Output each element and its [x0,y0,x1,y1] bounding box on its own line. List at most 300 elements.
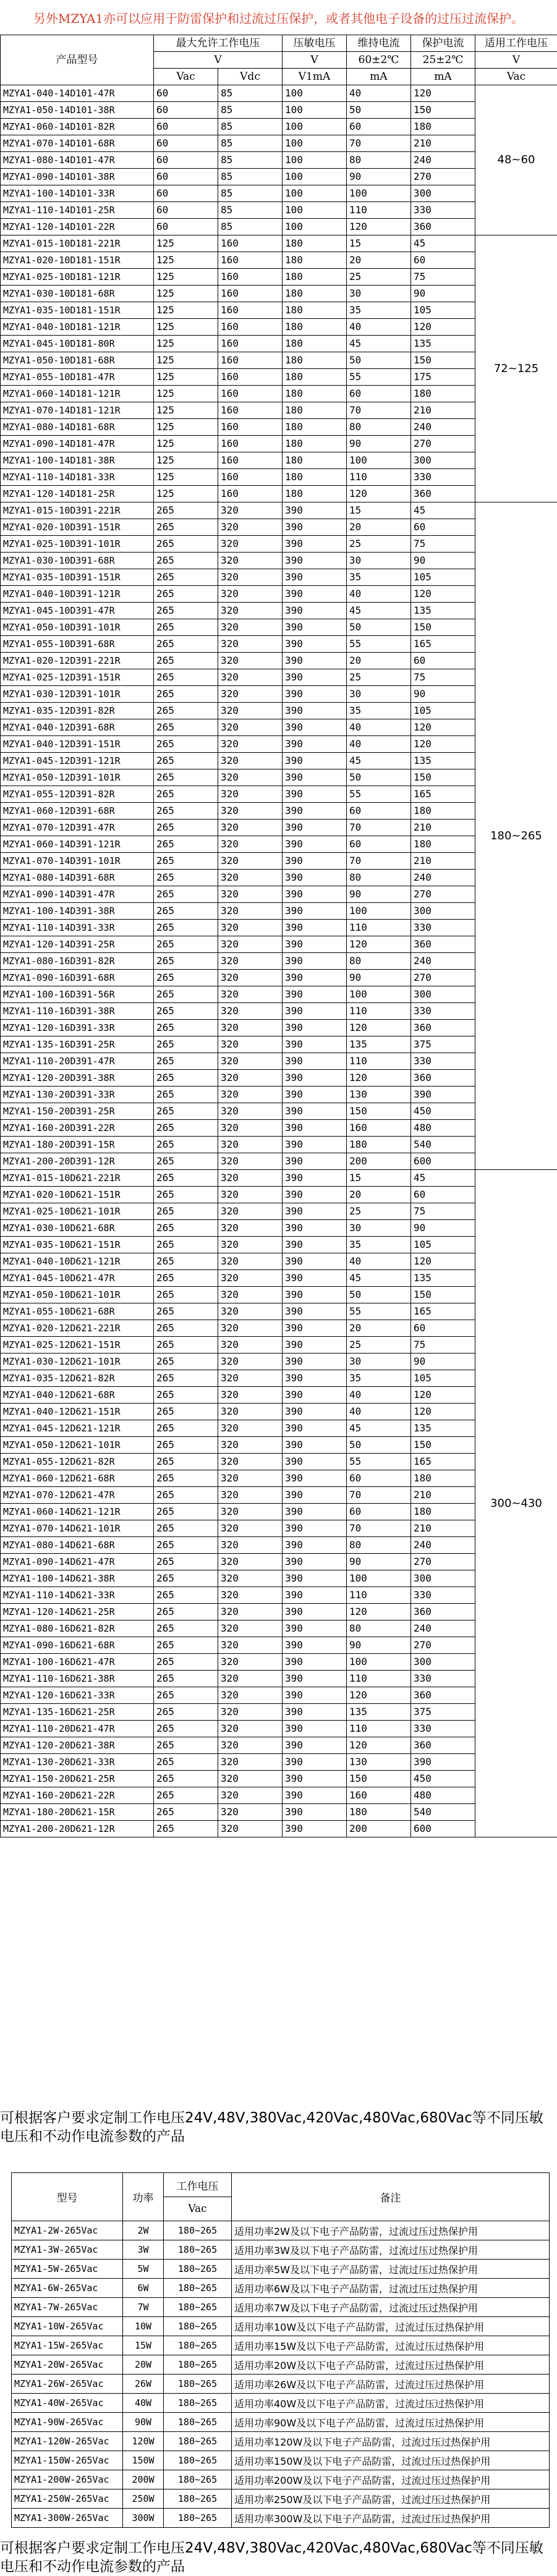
max-vdc-cell: 320 [218,1187,283,1203]
model-cell: MZYA1-130-20D621-33R [1,1754,154,1771]
varistor-cell: 390 [283,1003,347,1020]
table-row [1,1170,557,1187]
hold-current-cell: 100 [347,1654,411,1671]
trip-current-cell: 180 [411,119,475,135]
trip-current-cell: 300 [411,1570,475,1587]
model-cell: MZYA1-120-14D391-25R [1,936,154,953]
varistor-cell: 390 [283,1537,347,1554]
max-vdc-cell: 320 [218,1404,283,1420]
trip-current-cell: 150 [411,1437,475,1454]
varistor-cell: 390 [283,1137,347,1153]
max-vdc-cell: 320 [218,870,283,886]
hold-current-cell: 35 [347,1370,411,1387]
varistor-cell: 390 [283,1721,347,1737]
model-cell: MZYA1-100-14D621-38R [1,1570,154,1587]
trip-current-cell: 45 [411,235,475,252]
max-vdc-cell: 320 [218,553,283,569]
trip-current-cell: 360 [411,1070,475,1087]
max-vdc-cell: 320 [218,1654,283,1671]
max-vac-cell: 265 [154,1370,218,1387]
hold-current-cell: 45 [347,603,411,619]
hold-current-cell: 50 [347,769,411,786]
power-table-row [12,2375,550,2394]
power-model-cell: MZYA1-150W-265Vac [12,2451,123,2470]
voltage-cell: 180~265 [164,2279,232,2298]
trip-current-cell: 105 [411,1237,475,1253]
max-vac-cell: 265 [154,686,218,703]
max-vdc-cell: 160 [218,319,283,336]
max-vdc-cell: 320 [218,1704,283,1721]
model-cell: MZYA1-180-20D621-15R [1,1804,154,1821]
varistor-cell: 390 [283,1637,347,1654]
varistor-cell: 180 [283,336,347,352]
power-model-cell: MZYA1-5W-265Vac [12,2260,123,2279]
power-cell: 300W [123,2509,164,2528]
spec-table [0,35,557,1837]
trip-current-cell: 360 [411,486,475,502]
model-cell: MZYA1-080-16D391-82R [1,953,154,970]
max-vdc-cell: 320 [218,920,283,936]
table-row [1,1437,557,1454]
max-vac-cell: 265 [154,1454,218,1470]
hold-current-cell: 50 [347,1437,411,1454]
trip-current-cell: 540 [411,1804,475,1821]
max-vdc-cell: 320 [218,1787,283,1804]
trip-current-cell: 390 [411,1087,475,1103]
max-vac-cell: 265 [154,870,218,886]
trip-current-cell: 135 [411,336,475,352]
model-cell: MZYA1-120-16D391-33R [1,1020,154,1036]
hold-current-cell: 130 [347,1754,411,1771]
trip-current-cell: 330 [411,920,475,936]
max-vac-cell: 265 [154,1687,218,1704]
model-cell: MZYA1-100-14D391-38R [1,903,154,920]
varistor-cell: 390 [283,1036,347,1053]
trip-current-cell: 330 [411,202,475,219]
model-cell: MZYA1-120-14D101-22R [1,219,154,235]
table-row [1,1771,557,1787]
max-vac-cell: 265 [154,703,218,719]
table-row [1,102,557,119]
hold-current-cell: 30 [347,553,411,569]
max-vdc-cell: 320 [218,1070,283,1087]
max-vdc-cell: 320 [218,1570,283,1587]
hold-current-cell: 110 [347,1721,411,1737]
model-cell: MZYA1-080-14D101-47R [1,152,154,169]
max-vdc-cell: 320 [218,1604,283,1621]
varistor-cell: 390 [283,1253,347,1270]
hold-current-cell: 45 [347,1270,411,1287]
power-table-row [12,2509,550,2528]
hold-current-cell: 160 [347,1787,411,1804]
model-cell: MZYA1-080-14D621-68R [1,1537,154,1554]
hold-current-cell: 110 [347,1003,411,1020]
hold-current-cell: 20 [347,519,411,536]
max-vac-cell: 60 [154,135,218,152]
power-cell: 10W [123,2317,164,2336]
hold-current-cell: 35 [347,1237,411,1253]
voltage-cell: 180~265 [164,2336,232,2355]
varistor-cell: 390 [283,703,347,719]
table-row [1,1487,557,1504]
table-row [1,653,557,669]
hold-current-cell: 45 [347,1420,411,1437]
max-vdc-cell: 320 [218,1754,283,1771]
hold-current-cell: 40 [347,319,411,336]
varistor-cell: 390 [283,1437,347,1454]
header-hold-temp: 60±2℃ [347,52,411,69]
hold-current-cell: 30 [347,686,411,703]
hold-current-cell: 90 [347,970,411,986]
max-vdc-cell: 320 [218,686,283,703]
model-cell: MZYA1-025-10D621-101R [1,1203,154,1220]
table-row [1,452,557,469]
max-vdc-cell: 160 [218,452,283,469]
varistor-cell: 100 [283,202,347,219]
table-row [1,1587,557,1604]
varistor-cell: 180 [283,252,347,269]
varistor-cell: 390 [283,1821,347,1837]
header-varistor-voltage: 压敏电压 [283,35,347,52]
varistor-cell: 390 [283,1220,347,1237]
max-vdc-cell: 320 [218,970,283,986]
max-vac-cell: 265 [154,1070,218,1087]
power-model-cell: MZYA1-90W-265Vac [12,2413,123,2432]
max-vdc-cell: 320 [218,1537,283,1554]
max-vac-cell: 265 [154,1387,218,1404]
trip-current-cell: 330 [411,1003,475,1020]
max-vac-cell: 265 [154,836,218,853]
max-vac-cell: 265 [154,1103,218,1120]
model-cell: MZYA1-025-10D391-101R [1,536,154,553]
model-cell: MZYA1-040-12D391-151R [1,736,154,753]
varistor-cell: 390 [283,1203,347,1220]
hold-current-cell: 30 [347,1354,411,1370]
varistor-cell: 390 [283,836,347,853]
max-vdc-cell: 320 [218,669,283,686]
voltage-cell: 180~265 [164,2509,232,2528]
hold-current-cell: 90 [347,169,411,185]
model-cell: MZYA1-050-10D181-68R [1,352,154,369]
power-cell: 40W [123,2394,164,2413]
power-table-row [12,2451,550,2470]
model-cell: MZYA1-020-10D391-151R [1,519,154,536]
max-vdc-cell: 320 [218,1287,283,1303]
max-vdc-cell: 160 [218,386,283,402]
header-vdc: Vdc [218,69,283,85]
varistor-cell: 390 [283,1270,347,1287]
max-vdc-cell: 320 [218,1621,283,1637]
hold-current-cell: 35 [347,703,411,719]
max-vdc-cell: 320 [218,1103,283,1120]
model-cell: MZYA1-110-20D391-47R [1,1053,154,1070]
varistor-cell: 100 [283,169,347,185]
trip-current-cell: 120 [411,319,475,336]
model-cell: MZYA1-090-14D181-47R [1,436,154,452]
max-vdc-cell: 320 [218,1253,283,1270]
max-vac-cell: 265 [154,1253,218,1270]
hold-current-cell: 110 [347,469,411,486]
trip-current-cell: 120 [411,719,475,736]
max-vac-cell: 265 [154,1637,218,1654]
voltage-cell: 180~265 [164,2451,232,2470]
remark-cell: 适用功率90W及以下电子产品防雷，过流过压过热保护用 [232,2413,550,2432]
max-vdc-cell: 320 [218,619,283,636]
max-vac-cell: 265 [154,1337,218,1354]
varistor-cell: 390 [283,1587,347,1604]
hold-current-cell: 60 [347,1504,411,1520]
trip-current-cell: 330 [411,1587,475,1604]
model-cell: MZYA1-045-10D391-47R [1,603,154,619]
max-vac-cell: 265 [154,1354,218,1370]
max-vdc-cell: 320 [218,1120,283,1137]
model-cell: MZYA1-030-10D391-68R [1,553,154,569]
varistor-cell: 390 [283,870,347,886]
hold-current-cell: 100 [347,903,411,920]
varistor-cell: 390 [283,653,347,669]
model-cell: MZYA1-080-16D621-82R [1,1621,154,1637]
max-vac-cell: 265 [154,786,218,803]
table-row [1,769,557,786]
model-cell: MZYA1-030-12D391-101R [1,686,154,703]
varistor-cell: 390 [283,953,347,970]
model-cell: MZYA1-100-14D181-38R [1,452,154,469]
power-model-cell: MZYA1-20W-265Vac [12,2355,123,2375]
varistor-cell: 390 [283,1704,347,1721]
varistor-cell: 390 [283,1754,347,1771]
max-vdc-cell: 320 [218,936,283,953]
model-cell: MZYA1-050-10D391-101R [1,619,154,636]
max-vdc-cell: 320 [218,1554,283,1570]
table-row [1,1671,557,1687]
max-vdc-cell: 320 [218,1520,283,1537]
max-vac-cell: 265 [154,1203,218,1220]
varistor-cell: 180 [283,286,347,302]
max-vac-cell: 265 [154,1003,218,1020]
trip-current-cell: 60 [411,1187,475,1203]
power-model-cell: MZYA1-40W-265Vac [12,2394,123,2413]
table-row [1,1287,557,1303]
hold-current-cell: 110 [347,1587,411,1604]
max-vac-cell: 60 [154,219,218,235]
trip-current-cell: 240 [411,1621,475,1637]
trip-current-cell: 210 [411,853,475,870]
model-cell: MZYA1-110-14D101-25R [1,202,154,219]
trip-current-cell: 165 [411,1303,475,1320]
table-row [1,152,557,169]
max-vdc-cell: 320 [218,953,283,970]
power-cell: 120W [123,2432,164,2451]
table-row [1,836,557,853]
max-vdc-cell: 320 [218,1587,283,1604]
max-vac-cell: 265 [154,1120,218,1137]
table-row [1,1721,557,1737]
model-cell: MZYA1-110-14D181-33R [1,469,154,486]
header-max-voltage-unit: V [154,52,283,69]
applicable-range-cell: 300~430 [475,1170,557,1837]
max-vac-cell: 125 [154,252,218,269]
trip-current-cell: 210 [411,402,475,419]
max-vac-cell: 125 [154,436,218,452]
model-cell: MZYA1-060-14D391-121R [1,836,154,853]
varistor-cell: 390 [283,1737,347,1754]
voltage-cell: 180~265 [164,2221,232,2240]
trip-current-cell: 45 [411,1170,475,1187]
max-vac-cell: 265 [154,970,218,986]
varistor-cell: 390 [283,1487,347,1504]
trip-current-cell: 450 [411,1103,475,1120]
applicable-range-cell: 48~60 [475,85,557,235]
max-vdc-cell: 320 [218,1420,283,1437]
model-cell: MZYA1-120-14D181-25R [1,486,154,502]
varistor-cell: 390 [283,536,347,553]
max-vac-cell: 265 [154,953,218,970]
hold-current-cell: 120 [347,936,411,953]
max-vac-cell: 265 [154,1754,218,1771]
model-cell: MZYA1-020-10D621-151R [1,1187,154,1203]
varistor-cell: 390 [283,1654,347,1671]
table-row [1,1537,557,1554]
voltage-cell: 180~265 [164,2240,232,2260]
table-row [1,1120,557,1137]
trip-current-cell: 600 [411,1153,475,1170]
varistor-cell: 100 [283,152,347,169]
voltage-cell: 180~265 [164,2298,232,2317]
hold-current-cell: 120 [347,1687,411,1704]
max-vdc-cell: 320 [218,1270,283,1287]
trip-current-cell: 120 [411,1404,475,1420]
hold-current-cell: 25 [347,536,411,553]
hold-current-cell: 25 [347,669,411,686]
trip-current-cell: 240 [411,1537,475,1554]
header-hold-current: 维持电流 [347,35,411,52]
model-cell: MZYA1-070-14D101-68R [1,135,154,152]
model-cell: MZYA1-100-16D391-56R [1,986,154,1003]
hold-current-cell: 40 [347,586,411,603]
max-vdc-cell: 160 [218,419,283,436]
hold-current-cell: 200 [347,1821,411,1837]
trip-current-cell: 360 [411,936,475,953]
hold-current-cell: 60 [347,1470,411,1487]
varistor-cell: 390 [283,1187,347,1203]
model-cell: MZYA1-040-10D181-121R [1,319,154,336]
power-model-cell: MZYA1-300W-265Vac [12,2509,123,2528]
trip-current-cell: 45 [411,502,475,519]
table-row [1,803,557,820]
max-vdc-cell: 320 [218,786,283,803]
table-row [1,119,557,135]
max-vac-cell: 265 [154,853,218,870]
trip-current-cell: 480 [411,1120,475,1137]
trip-current-cell: 360 [411,1737,475,1754]
power-header-voltage: 工作电压 [164,2173,232,2197]
trip-current-cell: 75 [411,669,475,686]
varistor-cell: 390 [283,619,347,636]
varistor-cell: 390 [283,1053,347,1070]
table-row [1,1737,557,1754]
max-vac-cell: 265 [154,820,218,836]
max-vac-cell: 125 [154,235,218,252]
varistor-cell: 390 [283,1470,347,1487]
varistor-cell: 180 [283,436,347,452]
power-cell: 250W [123,2489,164,2509]
varistor-cell: 390 [283,1303,347,1320]
table-row [1,970,557,986]
table-row [1,319,557,336]
model-cell: MZYA1-040-14D101-47R [1,85,154,102]
hold-current-cell: 100 [347,1570,411,1587]
max-vdc-cell: 160 [218,402,283,419]
max-vdc-cell: 320 [218,903,283,920]
max-vdc-cell: 160 [218,235,283,252]
max-vac-cell: 265 [154,1020,218,1036]
varistor-cell: 390 [283,1404,347,1420]
max-vac-cell: 265 [154,1570,218,1587]
hold-current-cell: 80 [347,870,411,886]
header-trip-ma: mA [411,69,475,85]
remark-cell: 适用功率10W及以下电子产品防雷，过流过压过热保护用 [232,2317,550,2336]
varistor-cell: 390 [283,1287,347,1303]
table-row [1,1003,557,1020]
varistor-cell: 390 [283,1087,347,1103]
trip-current-cell: 105 [411,569,475,586]
table-row [1,553,557,569]
header-max-voltage: 最大允许工作电压 [154,35,283,52]
max-vdc-cell: 85 [218,169,283,185]
max-vac-cell: 125 [154,452,218,469]
max-vdc-cell: 320 [218,653,283,669]
max-vac-cell: 60 [154,202,218,219]
max-vac-cell: 265 [154,903,218,920]
hold-current-cell: 70 [347,853,411,870]
max-vac-cell: 265 [154,1587,218,1604]
trip-current-cell: 300 [411,452,475,469]
hold-current-cell: 35 [347,569,411,586]
header-applicable-vac: Vac [475,69,557,85]
model-cell: MZYA1-040-10D391-121R [1,586,154,603]
table-row [1,1704,557,1721]
voltage-cell: 180~265 [164,2470,232,2489]
trip-current-cell: 300 [411,1654,475,1671]
max-vac-cell: 265 [154,619,218,636]
varistor-cell: 390 [283,686,347,703]
hold-current-cell: 120 [347,1070,411,1087]
header-applicable-unit: V [475,52,557,69]
table-row [1,486,557,502]
varistor-cell: 390 [283,936,347,953]
hold-current-cell: 120 [347,1737,411,1754]
max-vac-cell: 265 [154,1170,218,1187]
max-vac-cell: 125 [154,386,218,402]
varistor-cell: 180 [283,419,347,436]
hold-current-cell: 50 [347,352,411,369]
max-vac-cell: 265 [154,1287,218,1303]
varistor-cell: 390 [283,1520,347,1537]
header-vac: Vac [154,69,218,85]
power-header-power: 功率 [123,2173,164,2221]
max-vdc-cell: 320 [218,803,283,820]
varistor-cell: 390 [283,1504,347,1520]
max-vdc-cell: 320 [218,1220,283,1237]
table-row [1,1153,557,1170]
trip-current-cell: 600 [411,1821,475,1837]
table-row [1,1621,557,1637]
max-vdc-cell: 320 [218,1237,283,1253]
model-cell: MZYA1-110-20D621-47R [1,1721,154,1737]
trip-current-cell: 120 [411,1387,475,1404]
model-cell: MZYA1-080-14D391-68R [1,870,154,886]
hold-current-cell: 160 [347,1120,411,1137]
